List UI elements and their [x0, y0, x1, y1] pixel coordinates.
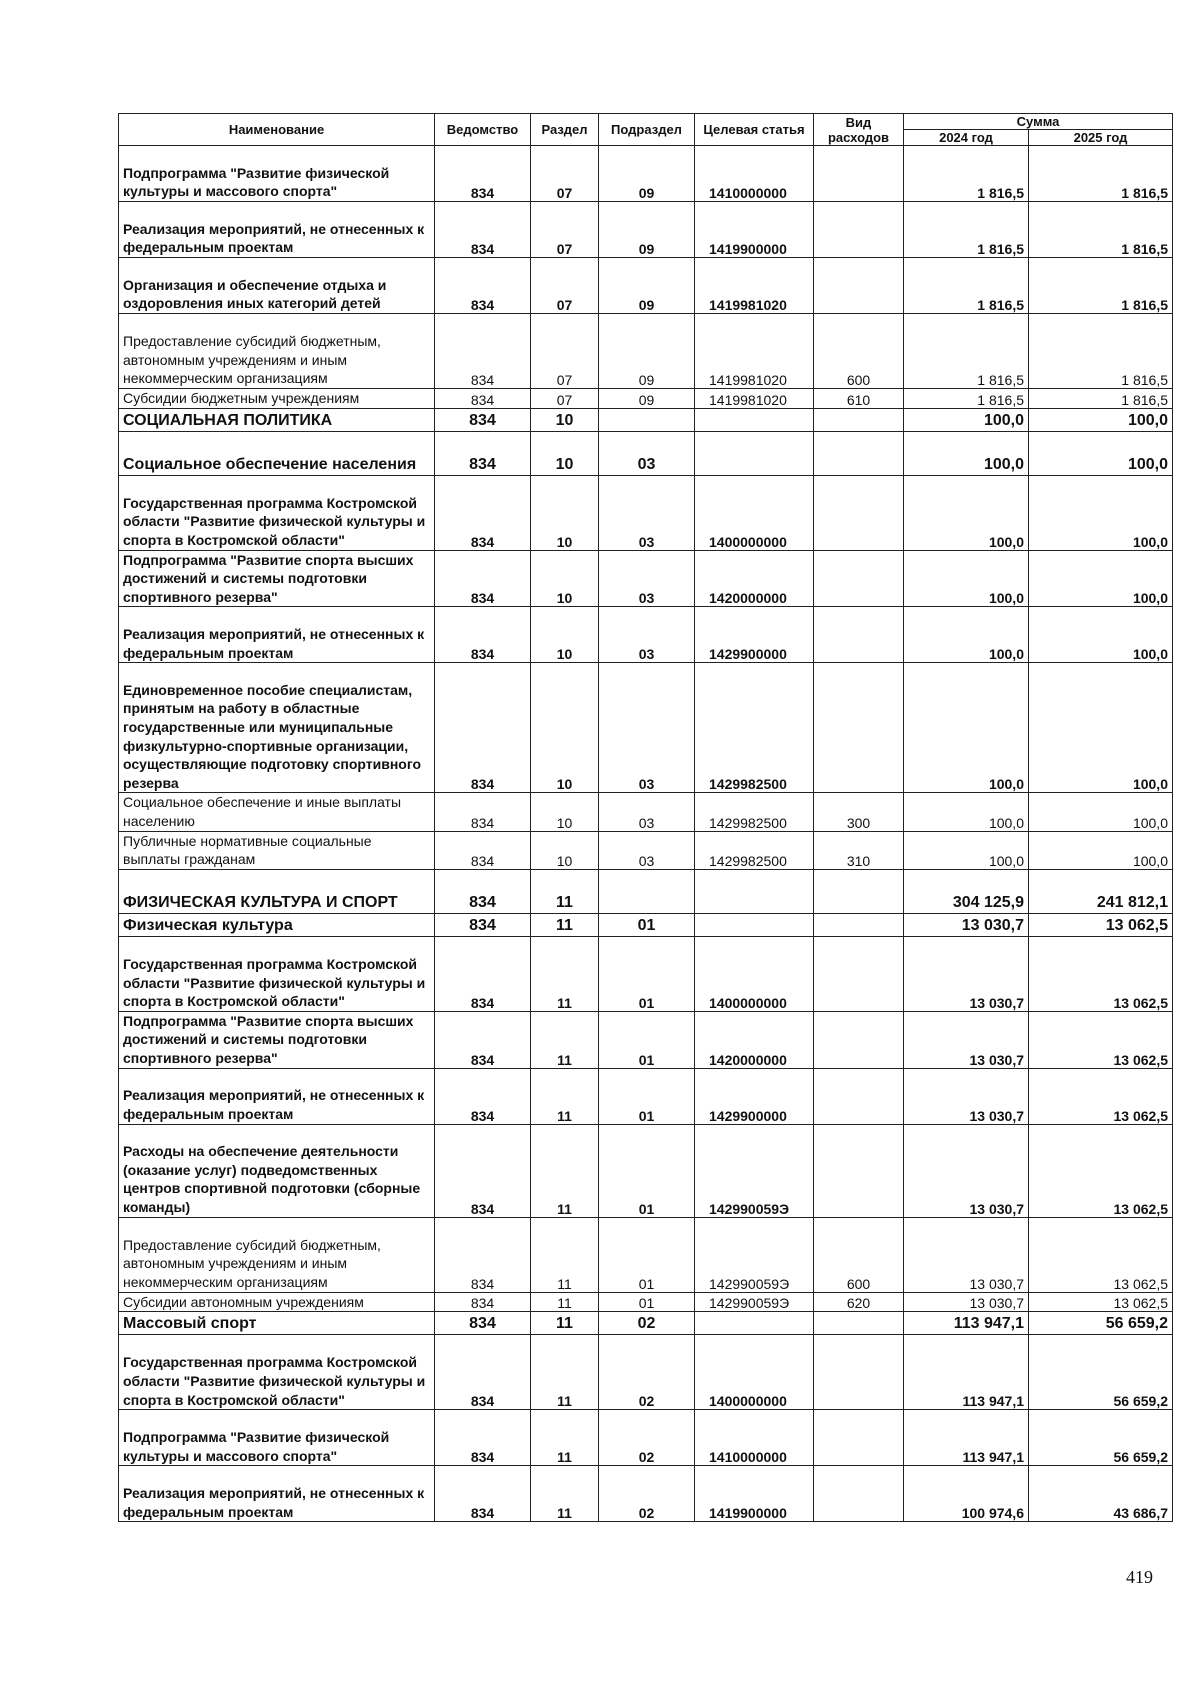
table-row	[119, 1068, 1173, 1124]
row-name: Предоставление субсидий бюджетным, автономным учреждениям и иным некоммерческим организациям	[119, 314, 435, 389]
row-expense-type	[814, 431, 904, 475]
row-expense-type	[814, 550, 904, 607]
row-section: 11	[531, 936, 599, 1011]
row-department: 834	[435, 1466, 531, 1522]
row-sum-2025: 13 062,5	[1029, 1011, 1173, 1068]
row-subsection: 02	[599, 1466, 695, 1522]
row-department: 834	[435, 202, 531, 258]
row-section: 10	[531, 475, 599, 550]
row-sum-2024: 100,0	[904, 550, 1029, 607]
row-section: 07	[531, 314, 599, 389]
table-row	[119, 913, 1173, 936]
row-target-article: 1419981020	[695, 389, 814, 409]
row-subsection: 03	[599, 831, 695, 869]
row-section: 07	[531, 258, 599, 314]
row-department: 834	[435, 1217, 531, 1292]
row-department: 834	[435, 1410, 531, 1466]
table-row	[119, 1217, 1173, 1292]
row-sum-2024: 100,0	[904, 793, 1029, 831]
row-department: 834	[435, 1292, 531, 1312]
row-expense-type: 310	[814, 831, 904, 869]
header-section: Раздел	[531, 114, 599, 146]
row-section: 07	[531, 202, 599, 258]
row-expense-type	[814, 202, 904, 258]
row-subsection: 03	[599, 475, 695, 550]
table-row	[119, 1011, 1173, 1068]
row-name: Организация и обеспечение отдыха и оздоровления иных категорий детей	[119, 258, 435, 314]
row-target-article: 1410000000	[695, 146, 814, 202]
row-expense-type	[814, 1410, 904, 1466]
row-expense-type	[814, 258, 904, 314]
row-sum-2024: 13 030,7	[904, 1217, 1029, 1292]
row-expense-type	[814, 1312, 904, 1335]
row-department: 834	[435, 475, 531, 550]
row-sum-2024: 100 974,6	[904, 1466, 1029, 1522]
row-sum-2024: 100,0	[904, 408, 1029, 431]
table-row	[119, 831, 1173, 869]
row-target-article: 142990059Э	[695, 1292, 814, 1312]
table-row	[119, 1335, 1173, 1410]
row-sum-2024: 113 947,1	[904, 1410, 1029, 1466]
row-sum-2024: 13 030,7	[904, 1068, 1029, 1124]
row-sum-2025: 1 816,5	[1029, 146, 1173, 202]
row-department: 834	[435, 1124, 531, 1217]
row-name: Массовый спорт	[119, 1312, 435, 1335]
row-department: 834	[435, 408, 531, 431]
row-target-article: 1429982500	[695, 831, 814, 869]
row-target-article: 142990059Э	[695, 1124, 814, 1217]
row-section: 10	[531, 431, 599, 475]
row-section: 10	[531, 831, 599, 869]
budget-table	[118, 113, 1173, 1522]
row-name: Социальное обеспечение и иные выплаты населению	[119, 793, 435, 831]
row-sum-2025: 100,0	[1029, 831, 1173, 869]
row-expense-type: 600	[814, 314, 904, 389]
row-expense-type: 300	[814, 793, 904, 831]
row-section: 10	[531, 408, 599, 431]
row-department: 834	[435, 258, 531, 314]
row-section: 11	[531, 869, 599, 913]
row-sum-2024: 1 816,5	[904, 389, 1029, 409]
row-subsection: 09	[599, 314, 695, 389]
header-name: Наименование	[119, 114, 435, 146]
row-section: 10	[531, 550, 599, 607]
row-sum-2024: 13 030,7	[904, 1124, 1029, 1217]
table-row	[119, 607, 1173, 663]
row-section: 11	[531, 1292, 599, 1312]
table-row	[119, 1124, 1173, 1217]
row-sum-2025: 100,0	[1029, 475, 1173, 550]
row-section: 11	[531, 1217, 599, 1292]
row-subsection	[599, 869, 695, 913]
row-subsection: 09	[599, 389, 695, 409]
row-subsection: 01	[599, 936, 695, 1011]
row-name: Физическая культура	[119, 913, 435, 936]
row-name: Реализация мероприятий, не отнесенных к федеральным проектам	[119, 1068, 435, 1124]
table-row	[119, 1292, 1173, 1312]
row-department: 834	[435, 550, 531, 607]
row-section: 10	[531, 793, 599, 831]
row-sum-2024: 1 816,5	[904, 314, 1029, 389]
row-section: 07	[531, 389, 599, 409]
row-department: 834	[435, 1312, 531, 1335]
header-department: Ведомство	[435, 114, 531, 146]
row-name: Государственная программа Костромской области "Развитие физической культуры и спорта в Костромской области"	[119, 475, 435, 550]
header-sum: Сумма	[904, 114, 1173, 130]
row-expense-type	[814, 1124, 904, 1217]
row-expense-type: 610	[814, 389, 904, 409]
row-expense-type	[814, 1068, 904, 1124]
table-row	[119, 475, 1173, 550]
row-sum-2025: 100,0	[1029, 408, 1173, 431]
row-department: 834	[435, 793, 531, 831]
row-sum-2024: 113 947,1	[904, 1335, 1029, 1410]
row-name: Подпрограмма "Развитие физической культуры и массового спорта"	[119, 1410, 435, 1466]
row-name: Подпрограмма "Развитие физической культуры и массового спорта"	[119, 146, 435, 202]
row-expense-type	[814, 913, 904, 936]
row-sum-2024: 100,0	[904, 831, 1029, 869]
table-row	[119, 1466, 1173, 1522]
row-sum-2024: 13 030,7	[904, 913, 1029, 936]
header-year-2025: 2025 год	[1029, 130, 1173, 146]
row-target-article	[695, 431, 814, 475]
row-subsection: 02	[599, 1410, 695, 1466]
row-target-article: 142990059Э	[695, 1217, 814, 1292]
row-department: 834	[435, 869, 531, 913]
row-section: 11	[531, 1466, 599, 1522]
table-row	[119, 663, 1173, 793]
row-name: Субсидии автономным учреждениям	[119, 1292, 435, 1312]
row-sum-2024: 13 030,7	[904, 1292, 1029, 1312]
row-sum-2025: 1 816,5	[1029, 389, 1173, 409]
row-subsection: 01	[599, 1068, 695, 1124]
table-row	[119, 408, 1173, 431]
row-department: 834	[435, 663, 531, 793]
row-sum-2025: 100,0	[1029, 663, 1173, 793]
row-subsection: 02	[599, 1312, 695, 1335]
row-section: 10	[531, 663, 599, 793]
row-sum-2025: 1 816,5	[1029, 258, 1173, 314]
row-name: Расходы на обеспечение деятельности (оказание услуг) подведомственных центров спортивной подготовки (сборные команды)	[119, 1124, 435, 1217]
row-sum-2025: 1 816,5	[1029, 202, 1173, 258]
row-sum-2025: 56 659,2	[1029, 1312, 1173, 1335]
row-subsection: 09	[599, 202, 695, 258]
table-row	[119, 202, 1173, 258]
row-sum-2025: 43 686,7	[1029, 1466, 1173, 1522]
row-name: СОЦИАЛЬНАЯ ПОЛИТИКА	[119, 408, 435, 431]
row-subsection: 03	[599, 793, 695, 831]
row-sum-2025: 56 659,2	[1029, 1410, 1173, 1466]
row-target-article: 1419900000	[695, 1466, 814, 1522]
table-row	[119, 389, 1173, 409]
table-row	[119, 258, 1173, 314]
table-row	[119, 550, 1173, 607]
row-subsection: 02	[599, 1335, 695, 1410]
row-department: 834	[435, 1335, 531, 1410]
row-sum-2025: 13 062,5	[1029, 1068, 1173, 1124]
row-sum-2025: 100,0	[1029, 607, 1173, 663]
row-subsection: 03	[599, 663, 695, 793]
row-department: 834	[435, 1011, 531, 1068]
row-sum-2025: 100,0	[1029, 431, 1173, 475]
row-expense-type	[814, 1466, 904, 1522]
header-expense-type: Вид расходов	[814, 114, 904, 146]
row-expense-type	[814, 1011, 904, 1068]
row-section: 11	[531, 1312, 599, 1335]
row-target-article	[695, 869, 814, 913]
header-subsection: Подраздел	[599, 114, 695, 146]
row-sum-2024: 100,0	[904, 431, 1029, 475]
row-subsection: 03	[599, 431, 695, 475]
row-sum-2024: 113 947,1	[904, 1312, 1029, 1335]
row-name: ФИЗИЧЕСКАЯ КУЛЬТУРА И СПОРТ	[119, 869, 435, 913]
row-expense-type	[814, 869, 904, 913]
row-expense-type	[814, 1335, 904, 1410]
row-department: 834	[435, 314, 531, 389]
row-target-article: 1429982500	[695, 663, 814, 793]
table-row	[119, 1312, 1173, 1335]
header-target-article: Целевая статья	[695, 114, 814, 146]
row-target-article: 1419900000	[695, 202, 814, 258]
row-expense-type	[814, 607, 904, 663]
row-sum-2024: 1 816,5	[904, 202, 1029, 258]
row-name: Подпрограмма "Развитие спорта высших достижений и системы подготовки спортивного резерва"	[119, 1011, 435, 1068]
row-expense-type	[814, 146, 904, 202]
row-sum-2024: 100,0	[904, 475, 1029, 550]
row-subsection: 03	[599, 607, 695, 663]
row-name: Единовременное пособие специалистам, принятым на работу в областные государственные или муниципальные физкультурно-спортивные организации, осуществляющие подготовку спортивного резерва	[119, 663, 435, 793]
row-subsection: 09	[599, 258, 695, 314]
row-name: Реализация мероприятий, не отнесенных к федеральным проектам	[119, 607, 435, 663]
row-sum-2025: 13 062,5	[1029, 1292, 1173, 1312]
row-expense-type	[814, 663, 904, 793]
row-target-article: 1400000000	[695, 1335, 814, 1410]
row-expense-type	[814, 936, 904, 1011]
row-sum-2025: 13 062,5	[1029, 1217, 1173, 1292]
row-section: 11	[531, 1011, 599, 1068]
row-target-article: 1410000000	[695, 1410, 814, 1466]
row-sum-2025: 13 062,5	[1029, 913, 1173, 936]
row-sum-2025: 241 812,1	[1029, 869, 1173, 913]
row-section: 07	[531, 146, 599, 202]
row-expense-type	[814, 475, 904, 550]
table-body	[119, 146, 1173, 1522]
table-row	[119, 431, 1173, 475]
row-section: 10	[531, 607, 599, 663]
row-section: 11	[531, 1068, 599, 1124]
row-subsection: 01	[599, 1292, 695, 1312]
row-target-article	[695, 1312, 814, 1335]
row-target-article: 1400000000	[695, 475, 814, 550]
row-sum-2024: 13 030,7	[904, 1011, 1029, 1068]
row-sum-2024: 100,0	[904, 607, 1029, 663]
row-name: Реализация мероприятий, не отнесенных к федеральным проектам	[119, 202, 435, 258]
row-sum-2025: 13 062,5	[1029, 936, 1173, 1011]
row-name: Публичные нормативные социальные выплаты гражданам	[119, 831, 435, 869]
row-sum-2024: 100,0	[904, 663, 1029, 793]
row-subsection: 03	[599, 550, 695, 607]
row-expense-type: 620	[814, 1292, 904, 1312]
row-target-article	[695, 408, 814, 431]
row-target-article: 1420000000	[695, 1011, 814, 1068]
row-subsection: 01	[599, 1124, 695, 1217]
row-sum-2025: 13 062,5	[1029, 1124, 1173, 1217]
row-subsection: 01	[599, 913, 695, 936]
row-section: 11	[531, 1124, 599, 1217]
row-subsection: 01	[599, 1011, 695, 1068]
row-department: 834	[435, 1068, 531, 1124]
row-department: 834	[435, 607, 531, 663]
table-row	[119, 936, 1173, 1011]
row-subsection: 09	[599, 146, 695, 202]
row-department: 834	[435, 431, 531, 475]
table-row	[119, 1410, 1173, 1466]
row-target-article	[695, 913, 814, 936]
row-department: 834	[435, 831, 531, 869]
row-target-article: 1419981020	[695, 314, 814, 389]
row-section: 11	[531, 1410, 599, 1466]
row-name: Государственная программа Костромской области "Развитие физической культуры и спорта в Костромской области"	[119, 936, 435, 1011]
row-sum-2024: 13 030,7	[904, 936, 1029, 1011]
row-name: Реализация мероприятий, не отнесенных к федеральным проектам	[119, 1466, 435, 1522]
row-expense-type: 600	[814, 1217, 904, 1292]
row-sum-2025: 56 659,2	[1029, 1335, 1173, 1410]
row-department: 834	[435, 936, 531, 1011]
row-sum-2024: 1 816,5	[904, 146, 1029, 202]
row-name: Предоставление субсидий бюджетным, автономным учреждениям и иным некоммерческим организациям	[119, 1217, 435, 1292]
table-row	[119, 314, 1173, 389]
row-subsection: 01	[599, 1217, 695, 1292]
row-sum-2025: 1 816,5	[1029, 314, 1173, 389]
row-target-article: 1429900000	[695, 1068, 814, 1124]
page-number: 419	[1126, 1567, 1153, 1587]
row-department: 834	[435, 913, 531, 936]
row-department: 834	[435, 146, 531, 202]
table-row	[119, 146, 1173, 202]
row-section: 11	[531, 1335, 599, 1410]
row-target-article: 1419981020	[695, 258, 814, 314]
row-target-article: 1420000000	[695, 550, 814, 607]
row-department: 834	[435, 389, 531, 409]
row-sum-2025: 100,0	[1029, 550, 1173, 607]
row-name: Субсидии бюджетным учреждениям	[119, 389, 435, 409]
row-sum-2024: 304 125,9	[904, 869, 1029, 913]
header-year-2024: 2024 год	[904, 130, 1029, 146]
row-sum-2024: 1 816,5	[904, 258, 1029, 314]
row-subsection	[599, 408, 695, 431]
row-section: 11	[531, 913, 599, 936]
row-name: Государственная программа Костромской области "Развитие физической культуры и спорта в Костромской области"	[119, 1335, 435, 1410]
row-target-article: 1429982500	[695, 793, 814, 831]
row-target-article: 1429900000	[695, 607, 814, 663]
row-target-article: 1400000000	[695, 936, 814, 1011]
row-name: Социальное обеспечение населения	[119, 431, 435, 475]
row-name: Подпрограмма "Развитие спорта высших достижений и системы подготовки спортивного резерва"	[119, 550, 435, 607]
row-sum-2025: 100,0	[1029, 793, 1173, 831]
table-row	[119, 793, 1173, 831]
row-expense-type	[814, 408, 904, 431]
table-row	[119, 869, 1173, 913]
